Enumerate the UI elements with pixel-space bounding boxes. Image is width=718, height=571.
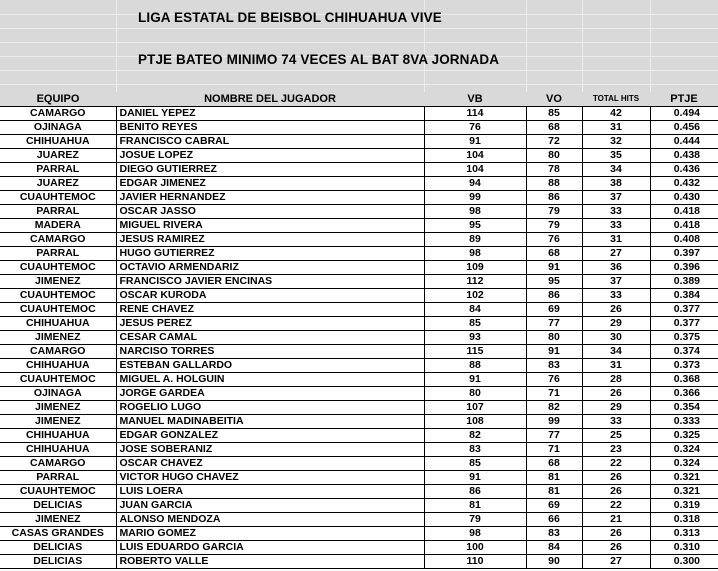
cell-team: CUAUHTEMOC (0, 373, 116, 387)
table-row (0, 191, 718, 205)
cell-pct: 0.319 (650, 499, 718, 513)
cell-vo: 86 (526, 289, 582, 303)
cell-vb: 91 (424, 373, 526, 387)
cell-team: OJINAGA (0, 387, 116, 401)
cell-total-hits: 34 (582, 345, 650, 359)
cell-player: NARCISO TORRES (116, 345, 424, 359)
cell-total-hits: 33 (582, 219, 650, 233)
cell-team: CUAUHTEMOC (0, 191, 116, 205)
cell-team: JIMENEZ (0, 513, 116, 527)
batting-table (0, 92, 718, 569)
cell-total-hits: 29 (582, 317, 650, 331)
table-row (0, 555, 718, 569)
cell-vb: 108 (424, 415, 526, 429)
cell-team: DELICIAS (0, 541, 116, 555)
cell-total-hits: 26 (582, 541, 650, 555)
cell-player: JOSE SOBERANIZ (116, 443, 424, 457)
cell-vb: 79 (424, 513, 526, 527)
cell-total-hits: 33 (582, 205, 650, 219)
cell-player: LUIS LOERA (116, 485, 424, 499)
cell-total-hits: 22 (582, 457, 650, 471)
cell-vo: 82 (526, 401, 582, 415)
cell-team: CAMARGO (0, 233, 116, 247)
cell-pct: 0.377 (650, 303, 718, 317)
table-row (0, 177, 718, 191)
cell-total-hits: 26 (582, 527, 650, 541)
cell-total-hits: 27 (582, 555, 650, 569)
cell-vb: 84 (424, 303, 526, 317)
cell-vo: 71 (526, 443, 582, 457)
cell-player: JESUS RAMIREZ (116, 233, 424, 247)
table-row (0, 247, 718, 261)
table-row (0, 373, 718, 387)
cell-pct: 0.310 (650, 541, 718, 555)
table-row (0, 289, 718, 303)
cell-total-hits: 33 (582, 415, 650, 429)
cell-vb: 109 (424, 261, 526, 275)
cell-team: MADERA (0, 219, 116, 233)
cell-vb: 100 (424, 541, 526, 555)
cell-vb: 110 (424, 555, 526, 569)
cell-pct: 0.384 (650, 289, 718, 303)
sheet-subtitle: PTJE BATEO MINIMO 74 VECES AL BAT 8VA JORNADA (138, 52, 500, 67)
cell-vo: 83 (526, 527, 582, 541)
table-row (0, 527, 718, 541)
cell-team: PARRAL (0, 205, 116, 219)
cell-total-hits: 37 (582, 191, 650, 205)
cell-player: JESUS PEREZ (116, 317, 424, 331)
column-header-total-hits: TOTAL HITS (582, 92, 650, 107)
cell-player: MIGUEL A. HOLGUIN (116, 373, 424, 387)
cell-player: MARIO GOMEZ (116, 527, 424, 541)
cell-pct: 0.324 (650, 457, 718, 471)
cell-team: PARRAL (0, 471, 116, 485)
cell-player: JUAN GARCIA (116, 499, 424, 513)
cell-vo: 80 (526, 149, 582, 163)
cell-vb: 76 (424, 121, 526, 135)
cell-total-hits: 28 (582, 373, 650, 387)
cell-vo: 76 (526, 233, 582, 247)
table-header-row (0, 92, 718, 107)
cell-player: DANIEL YEPEZ (116, 107, 424, 121)
table-row (0, 443, 718, 457)
cell-pct: 0.368 (650, 373, 718, 387)
cell-team: CHIHUAHUA (0, 429, 116, 443)
cell-team: PARRAL (0, 163, 116, 177)
cell-team: JIMENEZ (0, 415, 116, 429)
table-row (0, 359, 718, 373)
cell-pct: 0.377 (650, 317, 718, 331)
cell-vo: 81 (526, 471, 582, 485)
table-row (0, 303, 718, 317)
cell-total-hits: 42 (582, 107, 650, 121)
table-row (0, 499, 718, 513)
cell-pct: 0.324 (650, 443, 718, 457)
cell-player: EDGAR JIMENEZ (116, 177, 424, 191)
cell-total-hits: 27 (582, 247, 650, 261)
cell-total-hits: 32 (582, 135, 650, 149)
cell-pct: 0.354 (650, 401, 718, 415)
cell-player: ALONSO MENDOZA (116, 513, 424, 527)
cell-vo: 68 (526, 247, 582, 261)
cell-total-hits: 35 (582, 149, 650, 163)
cell-pct: 0.373 (650, 359, 718, 373)
cell-team: PARRAL (0, 247, 116, 261)
cell-vb: 89 (424, 233, 526, 247)
cell-pct: 0.313 (650, 527, 718, 541)
cell-pct: 0.432 (650, 177, 718, 191)
table-row (0, 429, 718, 443)
cell-total-hits: 29 (582, 401, 650, 415)
header-band (0, 0, 718, 92)
cell-total-hits: 26 (582, 485, 650, 499)
cell-pct: 0.325 (650, 429, 718, 443)
cell-pct: 0.418 (650, 205, 718, 219)
cell-team: CUAUHTEMOC (0, 261, 116, 275)
table-row (0, 345, 718, 359)
cell-vb: 112 (424, 275, 526, 289)
cell-vb: 98 (424, 527, 526, 541)
cell-vo: 85 (526, 107, 582, 121)
cell-vb: 81 (424, 499, 526, 513)
cell-pct: 0.456 (650, 121, 718, 135)
cell-vo: 91 (526, 261, 582, 275)
cell-team: CAMARGO (0, 107, 116, 121)
cell-pct: 0.436 (650, 163, 718, 177)
cell-team: CHIHUAHUA (0, 443, 116, 457)
cell-vo: 78 (526, 163, 582, 177)
cell-vo: 68 (526, 121, 582, 135)
cell-player: MIGUEL RIVERA (116, 219, 424, 233)
cell-team: CAMARGO (0, 457, 116, 471)
cell-vo: 76 (526, 373, 582, 387)
cell-pct: 0.374 (650, 345, 718, 359)
cell-pct: 0.396 (650, 261, 718, 275)
cell-vo: 69 (526, 499, 582, 513)
cell-vo: 91 (526, 345, 582, 359)
cell-player: FRANCISCO JAVIER ENCINAS (116, 275, 424, 289)
cell-vb: 91 (424, 471, 526, 485)
cell-total-hits: 36 (582, 261, 650, 275)
cell-vb: 94 (424, 177, 526, 191)
cell-pct: 0.321 (650, 471, 718, 485)
cell-player: JOSUE LOPEZ (116, 149, 424, 163)
cell-team: OJINAGA (0, 121, 116, 135)
table-row (0, 331, 718, 345)
cell-player: OSCAR CHAVEZ (116, 457, 424, 471)
table-row (0, 261, 718, 275)
cell-pct: 0.418 (650, 219, 718, 233)
cell-team: CHIHUAHUA (0, 135, 116, 149)
cell-player: RENE CHAVEZ (116, 303, 424, 317)
cell-pct: 0.494 (650, 107, 718, 121)
cell-pct: 0.300 (650, 555, 718, 569)
cell-total-hits: 34 (582, 163, 650, 177)
cell-total-hits: 22 (582, 499, 650, 513)
cell-vo: 69 (526, 303, 582, 317)
cell-vo: 68 (526, 457, 582, 471)
cell-vo: 77 (526, 429, 582, 443)
cell-vb: 80 (424, 387, 526, 401)
table-row (0, 541, 718, 555)
column-header-vo: VO (526, 92, 582, 107)
cell-player: ESTEBAN GALLARDO (116, 359, 424, 373)
cell-player: HUGO GUTIERREZ (116, 247, 424, 261)
table-row (0, 121, 718, 135)
table-row (0, 163, 718, 177)
cell-vb: 98 (424, 205, 526, 219)
cell-vb: 98 (424, 247, 526, 261)
cell-pct: 0.408 (650, 233, 718, 247)
table-row (0, 107, 718, 121)
cell-player: CESAR CAMAL (116, 331, 424, 345)
cell-team: DELICIAS (0, 499, 116, 513)
cell-team: CASAS GRANDES (0, 527, 116, 541)
cell-team: CHIHUAHUA (0, 359, 116, 373)
cell-pct: 0.444 (650, 135, 718, 149)
cell-total-hits: 31 (582, 121, 650, 135)
cell-vo: 90 (526, 555, 582, 569)
cell-team: CUAUHTEMOC (0, 289, 116, 303)
cell-pct: 0.375 (650, 331, 718, 345)
cell-vo: 79 (526, 205, 582, 219)
cell-team: CAMARGO (0, 345, 116, 359)
cell-vb: 82 (424, 429, 526, 443)
cell-total-hits: 25 (582, 429, 650, 443)
cell-vb: 88 (424, 359, 526, 373)
cell-vb: 107 (424, 401, 526, 415)
cell-player: OSCAR KURODA (116, 289, 424, 303)
table-row (0, 457, 718, 471)
table-row (0, 471, 718, 485)
table-row (0, 513, 718, 527)
cell-vo: 95 (526, 275, 582, 289)
cell-team: JUAREZ (0, 149, 116, 163)
cell-pct: 0.430 (650, 191, 718, 205)
cell-player: MANUEL MADINABEITIA (116, 415, 424, 429)
cell-vb: 86 (424, 485, 526, 499)
cell-player: ROBERTO VALLE (116, 555, 424, 569)
table-row (0, 219, 718, 233)
cell-pct: 0.389 (650, 275, 718, 289)
cell-player: JAVIER HERNANDEZ (116, 191, 424, 205)
cell-vb: 91 (424, 135, 526, 149)
cell-team: CHIHUAHUA (0, 317, 116, 331)
cell-total-hits: 37 (582, 275, 650, 289)
cell-vb: 85 (424, 317, 526, 331)
cell-vo: 86 (526, 191, 582, 205)
cell-vo: 99 (526, 415, 582, 429)
cell-team: JIMENEZ (0, 331, 116, 345)
column-header-player: NOMBRE DEL JUGADOR (116, 92, 424, 107)
cell-total-hits: 26 (582, 387, 650, 401)
cell-vb: 104 (424, 149, 526, 163)
cell-vo: 71 (526, 387, 582, 401)
table-row (0, 149, 718, 163)
cell-total-hits: 26 (582, 303, 650, 317)
cell-vb: 83 (424, 443, 526, 457)
column-header-team: EQUIPO (0, 92, 116, 107)
cell-vo: 88 (526, 177, 582, 191)
cell-vb: 93 (424, 331, 526, 345)
table-row (0, 317, 718, 331)
cell-vb: 99 (424, 191, 526, 205)
cell-total-hits: 21 (582, 513, 650, 527)
cell-player: OCTAVIO ARMENDARIZ (116, 261, 424, 275)
table-row (0, 485, 718, 499)
cell-vb: 114 (424, 107, 526, 121)
cell-vb: 102 (424, 289, 526, 303)
cell-team: JUAREZ (0, 177, 116, 191)
cell-total-hits: 26 (582, 471, 650, 485)
table-row (0, 135, 718, 149)
cell-total-hits: 31 (582, 359, 650, 373)
column-header-vb: VB (424, 92, 526, 107)
cell-vb: 95 (424, 219, 526, 233)
cell-pct: 0.321 (650, 485, 718, 499)
cell-player: OSCAR JASSO (116, 205, 424, 219)
cell-vo: 79 (526, 219, 582, 233)
cell-vb: 104 (424, 163, 526, 177)
cell-vo: 72 (526, 135, 582, 149)
cell-total-hits: 30 (582, 331, 650, 345)
cell-player: EDGAR GONZALEZ (116, 429, 424, 443)
cell-player: ROGELIO LUGO (116, 401, 424, 415)
cell-team: JIMENEZ (0, 275, 116, 289)
cell-vb: 85 (424, 457, 526, 471)
table-row (0, 415, 718, 429)
cell-pct: 0.438 (650, 149, 718, 163)
table-row (0, 387, 718, 401)
table-row (0, 205, 718, 219)
cell-vo: 80 (526, 331, 582, 345)
cell-vo: 81 (526, 485, 582, 499)
cell-vo: 66 (526, 513, 582, 527)
cell-vo: 83 (526, 359, 582, 373)
cell-vb: 115 (424, 345, 526, 359)
cell-total-hits: 23 (582, 443, 650, 457)
cell-pct: 0.366 (650, 387, 718, 401)
cell-player: JORGE GARDEA (116, 387, 424, 401)
column-header-pct: PTJE (650, 92, 718, 107)
cell-vo: 84 (526, 541, 582, 555)
cell-total-hits: 38 (582, 177, 650, 191)
table-row (0, 401, 718, 415)
cell-total-hits: 33 (582, 289, 650, 303)
cell-team: DELICIAS (0, 555, 116, 569)
cell-pct: 0.397 (650, 247, 718, 261)
sheet-title: LIGA ESTATAL DE BEISBOL CHIHUAHUA VIVE (138, 10, 442, 25)
cell-total-hits: 31 (582, 233, 650, 247)
cell-player: BENITO REYES (116, 121, 424, 135)
table-row (0, 233, 718, 247)
cell-player: LUIS EDUARDO GARCIA (116, 541, 424, 555)
cell-pct: 0.333 (650, 415, 718, 429)
cell-team: JIMENEZ (0, 401, 116, 415)
cell-pct: 0.318 (650, 513, 718, 527)
table-row (0, 275, 718, 289)
cell-player: VICTOR HUGO CHAVEZ (116, 471, 424, 485)
cell-player: DIEGO GUTIERREZ (116, 163, 424, 177)
cell-team: CUAUHTEMOC (0, 303, 116, 317)
cell-team: CUAUHTEMOC (0, 485, 116, 499)
cell-vo: 77 (526, 317, 582, 331)
cell-player: FRANCISCO CABRAL (116, 135, 424, 149)
